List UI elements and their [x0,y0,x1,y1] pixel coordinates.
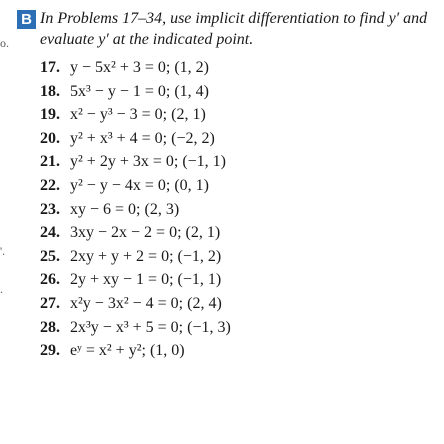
problem-number: 18. [40,82,60,100]
problem-equation: y² + x³ + 4 = 0; (−2, 2) [70,129,215,147]
problem-item [40,339,231,363]
problem-equation: y − 5x² + 3 = 0; (1, 2) [70,59,209,76]
problem-equation: 2xy + y + 2 = 0; (−1, 2) [70,247,222,265]
problem-equation: eʸ = x² + y²; (1, 0) [70,342,185,360]
problem-number: 29. [40,342,60,360]
problem-number: 26. [40,271,60,289]
problem-list [40,56,231,363]
instructions [40,8,440,50]
problem-equation: 2y + xy − 1 = 0; (−1, 1) [70,271,222,289]
problem-item [40,245,231,269]
problem-equation: 3xy − 2x − 2 = 0; (2, 1) [70,224,221,242]
problem-item [40,150,231,174]
problem-number: 22. [40,176,60,194]
problem-item [40,268,231,292]
problem-equation: 5x³ − y − 1 = 0; (1, 4) [70,82,209,100]
problem-number: 19. [40,106,60,124]
margin-mark: . [0,282,3,296]
problem-equation: y² + 2y + 3x = 0; (−1, 1) [70,153,226,171]
margin-mark: o. [0,36,9,50]
problem-number: 25. [40,247,60,265]
problem-item [40,56,231,80]
problem-item [40,80,231,104]
problem-equation: 2x³y − x³ + 5 = 0; (−1, 3) [70,318,231,336]
problem-item [40,174,231,198]
section-badge: B [17,10,36,29]
problem-item [40,221,231,245]
problem-equation: x² − y³ − 3 = 0; (2, 1) [70,106,206,124]
problem-number: 24. [40,224,60,242]
problem-number: 28. [40,318,60,336]
problem-item [40,103,231,127]
problem-equation: xy − 6 = 0; (2, 3) [70,200,180,218]
problem-number: 23. [40,200,60,218]
problem-equation: x²y − 3x² − 4 = 0; (2, 4) [70,294,222,312]
instruction-line: evaluate y′ at the indicated point. [40,31,254,48]
problem-item [40,316,231,340]
problem-item [40,198,231,222]
problem-item [40,127,231,151]
problem-number: 17. [40,59,60,76]
margin-mark: '. [0,244,6,258]
problem-number: 20. [40,129,60,147]
problem-number: 21. [40,153,60,171]
instruction-line: In Problems 17–34, use implicit differentiation to find y′ and [40,10,428,27]
problem-equation: y² − y − 4x = 0; (0, 1) [70,176,209,194]
problem-item [40,292,231,316]
problem-number: 27. [40,294,60,312]
